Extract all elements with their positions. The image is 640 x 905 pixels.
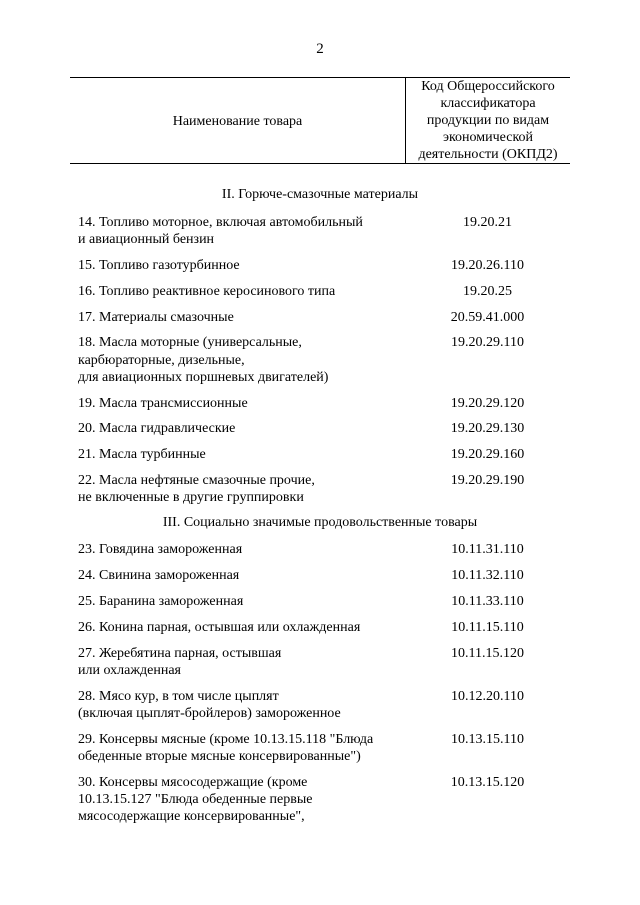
goods-name-line: 24. Свинина замороженная: [78, 568, 240, 584]
goods-name-cell: [70, 395, 405, 412]
table-row: [70, 731, 570, 765]
goods-name-line: 15. Топливо газотурбинное: [78, 258, 240, 273]
table-row: [70, 619, 570, 636]
okpd2-code-cell: 20.59.41.000: [450, 309, 525, 325]
goods-name-line: для авиационных поршневых двигателей): [78, 369, 329, 385]
goods-name-line: 14. Топливо моторное, включая автомобильный: [78, 215, 363, 230]
okpd2-code-cell: 10.11.31.110: [451, 542, 524, 558]
goods-name-cell: [70, 645, 405, 679]
goods-name-cell: [70, 731, 405, 765]
table-row: [70, 334, 570, 386]
header-code-line: деятельности (ОКПД2): [418, 147, 558, 162]
goods-name-line: 23. Говядина замороженная: [78, 542, 243, 558]
goods-name-line: мясосодержащие консервированные",: [78, 808, 305, 824]
header-code-line: продукции по видам: [426, 113, 550, 128]
header-code-line: Код Общероссийского: [421, 79, 555, 94]
table-row: [70, 309, 570, 326]
goods-name-cell: [70, 334, 405, 386]
goods-name-line: 27. Жеребятина парная, остывшая: [78, 645, 282, 661]
okpd2-code-cell: 19.20.29.160: [450, 447, 525, 463]
table-row: [70, 645, 570, 679]
goods-name-cell: [70, 619, 405, 636]
okpd2-code-cell: 10.11.15.110: [451, 619, 524, 635]
goods-name-cell: [70, 446, 405, 463]
okpd2-code-cell: 10.11.33.110: [451, 593, 524, 609]
okpd2-code-cell: 19.20.29.120: [450, 395, 525, 411]
table-row: [70, 567, 570, 584]
okpd2-code-cell: 10.11.32.110: [451, 568, 524, 584]
section-title: II. Горюче-смазочные материалы: [221, 187, 419, 202]
goods-name-line: карбюраторные, дизельные,: [78, 352, 245, 368]
table-row: [70, 257, 570, 274]
goods-name-line: 28. Мясо кур, в том числе цыплят: [78, 688, 279, 704]
okpd2-code-cell: 19.20.29.190: [450, 472, 525, 488]
okpd2-code-cell: 10.12.20.110: [451, 688, 524, 704]
okpd2-code-cell: 19.20.29.110: [451, 335, 524, 351]
okpd2-code-cell: 19.20.21: [463, 215, 512, 230]
table-row: [70, 541, 570, 558]
table-row: [70, 446, 570, 463]
table-row: [70, 688, 570, 722]
goods-name-line: 20. Масла гидравлические: [78, 421, 236, 437]
goods-name-line: 17. Материалы смазочные: [78, 309, 234, 325]
goods-name-line: обеденные вторые мясные консервированные"): [78, 748, 361, 764]
okpd2-code-cell: 19.20.25: [463, 283, 512, 299]
page-number: 2: [316, 41, 324, 57]
table-header: [70, 77, 570, 164]
goods-name-cell: [70, 309, 405, 326]
goods-name-line: 25. Баранина замороженная: [78, 593, 244, 609]
section-title: III. Социально значимые продовольственные товары: [162, 515, 478, 531]
table-row: [70, 774, 570, 826]
goods-name-cell: [70, 283, 405, 300]
goods-name-cell: [70, 420, 405, 437]
header-code-column: [405, 78, 570, 163]
okpd2-code-cell: 10.13.15.110: [451, 731, 524, 747]
table-row: [70, 283, 570, 300]
goods-name-cell: [70, 214, 405, 248]
goods-name-cell: [70, 541, 405, 558]
okpd2-code-cell: 19.20.26.110: [451, 258, 524, 273]
okpd2-code-cell: 10.11.15.120: [451, 645, 524, 661]
goods-name-line: 29. Консервы мясные (кроме 10.13.15.118 "Блюда: [78, 731, 374, 747]
goods-name-cell: [70, 774, 405, 826]
header-name-column: Наименование товара: [172, 114, 303, 129]
goods-table: [70, 77, 570, 825]
goods-name-line: 21. Масла турбинные: [78, 447, 206, 463]
goods-name-line: не включенные в другие группировки: [78, 490, 304, 506]
okpd2-code-cell: 19.20.29.130: [450, 421, 525, 437]
okpd2-code-cell: 10.13.15.120: [450, 774, 525, 790]
goods-name-line: 26. Конина парная, остывшая или охлажденная: [78, 619, 361, 635]
goods-name-cell: [70, 688, 405, 722]
table-body: [70, 186, 570, 825]
table-row: [70, 472, 570, 506]
table-row: [70, 214, 570, 248]
goods-name-line: или охлажденная: [78, 662, 181, 678]
goods-name-line: 30. Консервы мясосодержащие (кроме: [78, 774, 308, 790]
goods-name-line: и авиационный бензин: [78, 232, 215, 248]
table-row: [70, 593, 570, 610]
goods-name-cell: [70, 593, 405, 610]
goods-name-line: 19. Масла трансмиссионные: [78, 395, 248, 411]
goods-name-line: 22. Масла нефтяные смазочные прочие,: [78, 472, 315, 488]
table-row: [70, 420, 570, 437]
goods-name-line: 10.13.15.127 "Блюда обеденные первые: [78, 791, 313, 807]
goods-name-cell: [70, 567, 405, 584]
header-code-line: классификатора: [440, 96, 536, 111]
table-row: [70, 395, 570, 412]
goods-name-line: (включая цыплят-бройлеров) замороженное: [78, 705, 341, 721]
goods-name-line: 16. Топливо реактивное керосинового типа: [78, 283, 336, 299]
goods-name-line: 18. Масла моторные (универсальные,: [78, 335, 302, 351]
goods-name-cell: [70, 257, 405, 274]
goods-name-cell: [70, 472, 405, 506]
header-code-line: экономической: [442, 130, 534, 145]
